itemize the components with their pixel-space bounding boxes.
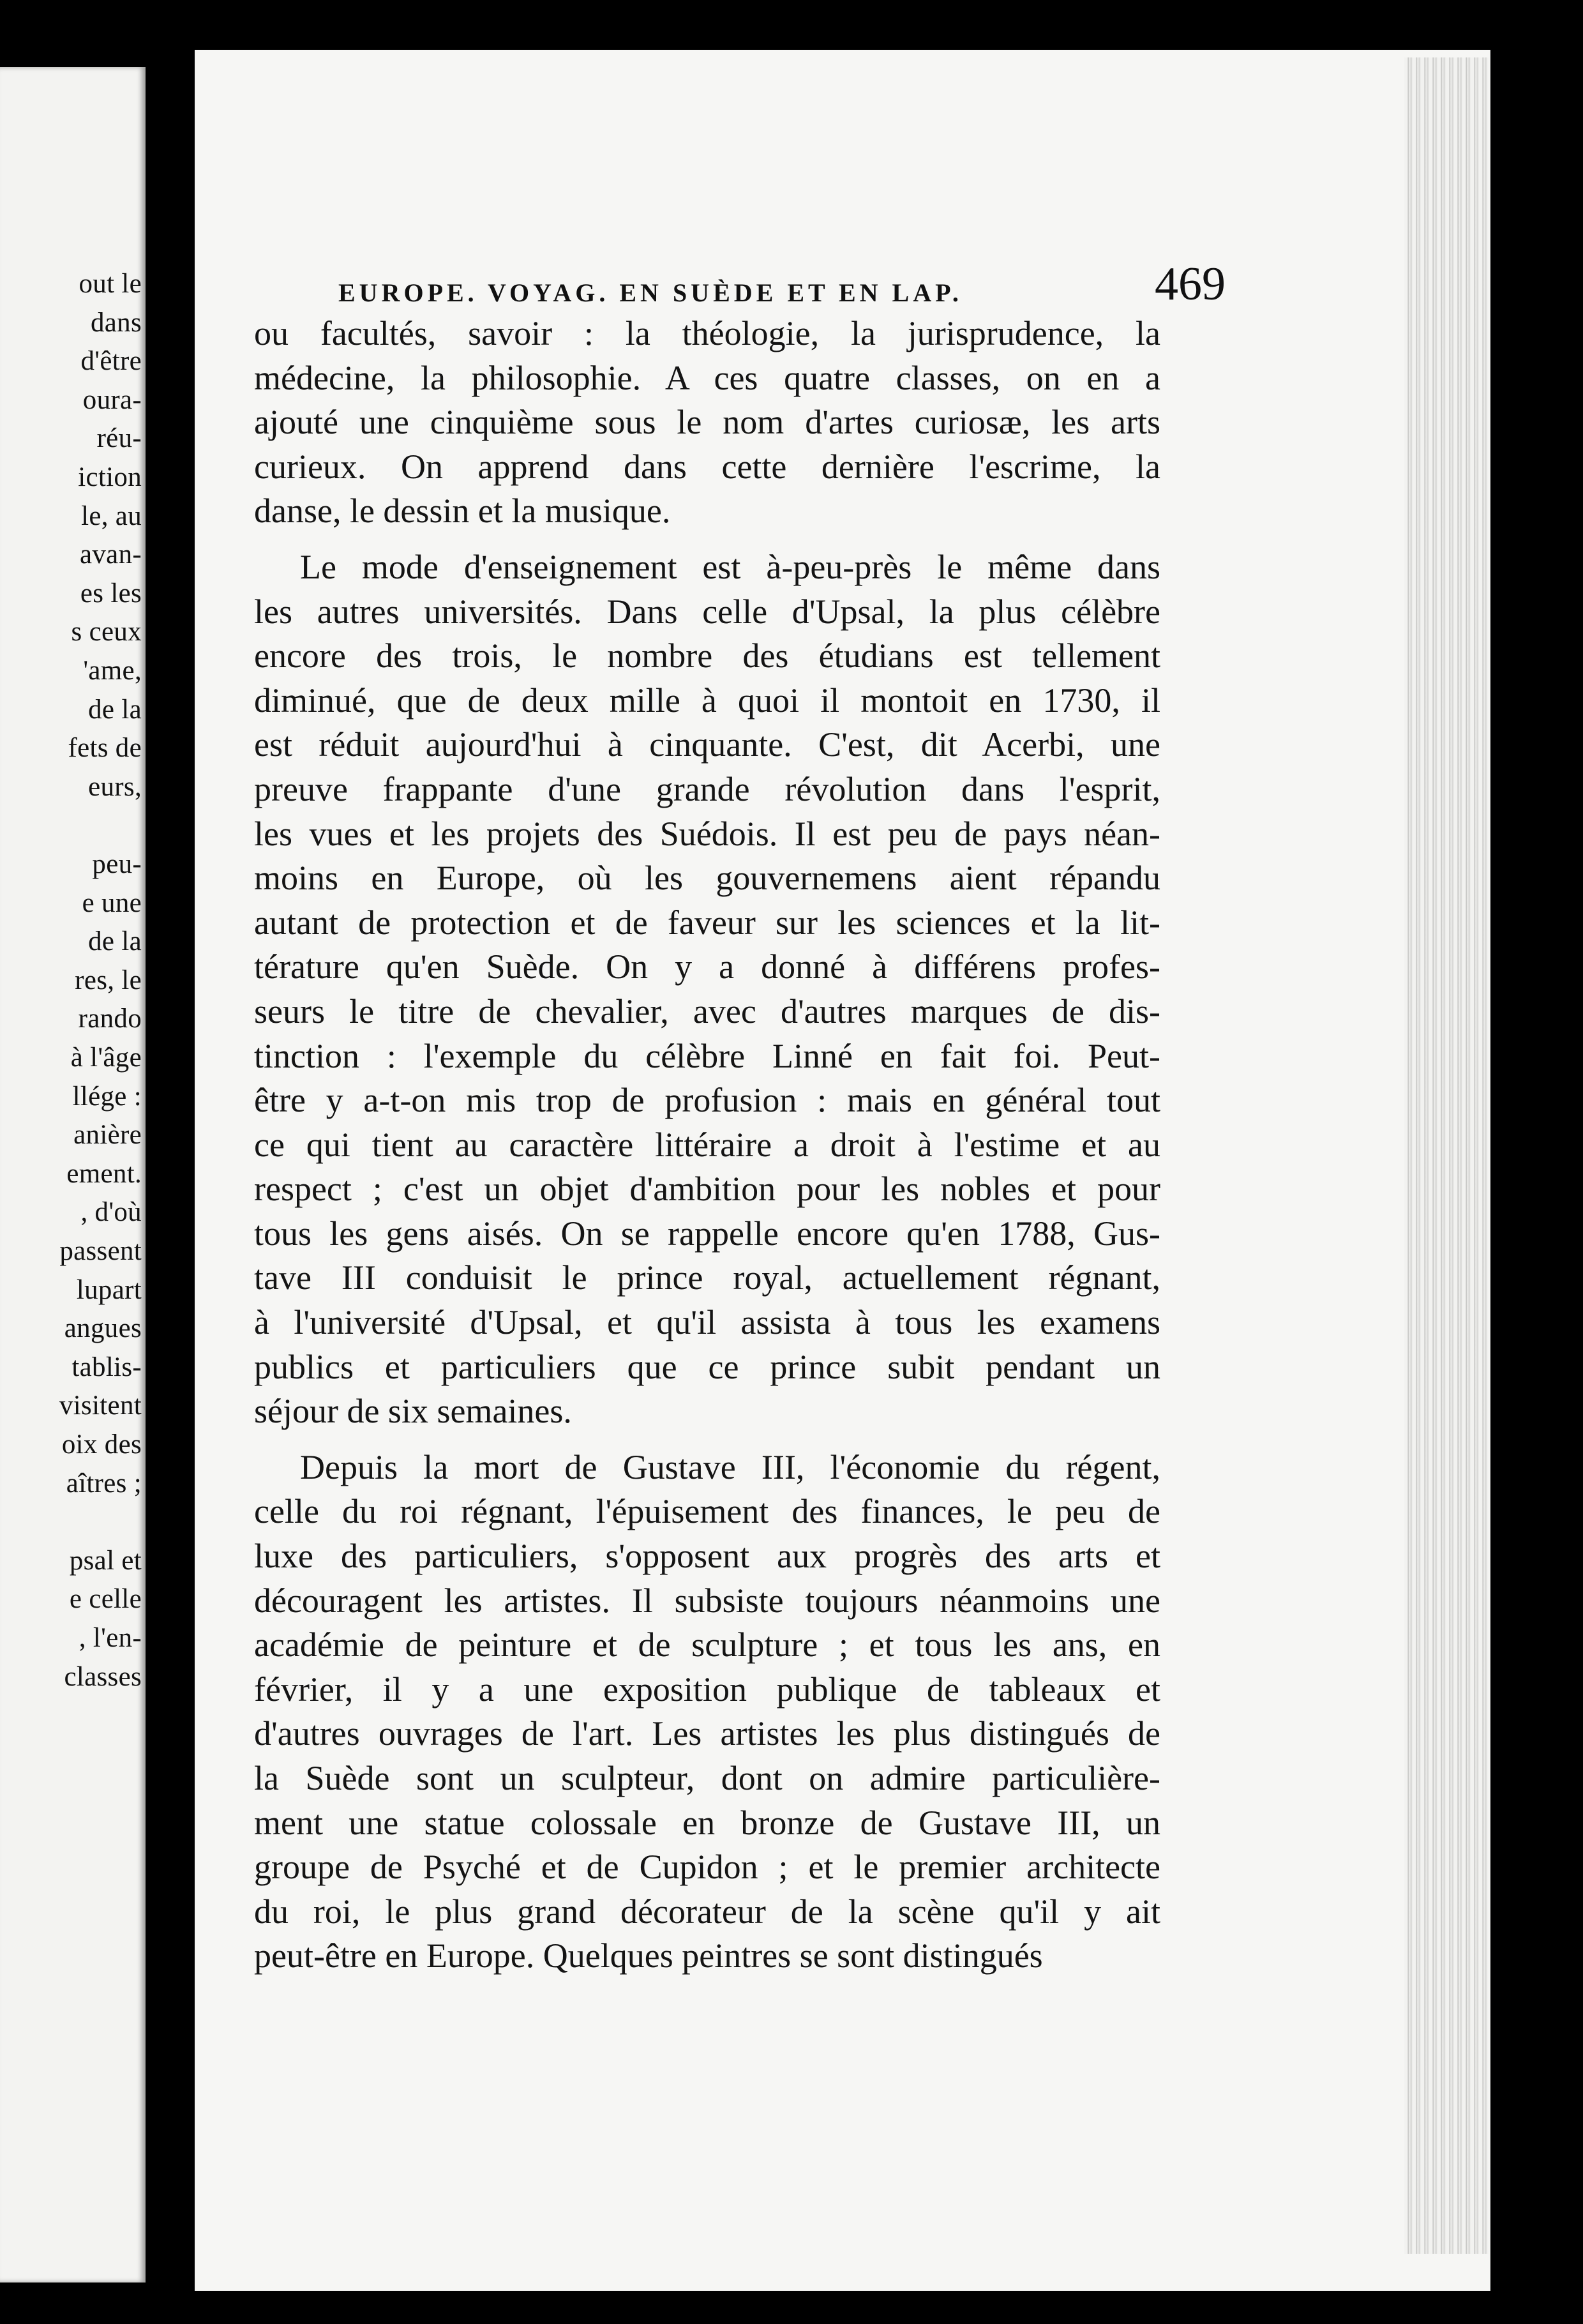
page-header xyxy=(338,250,1226,308)
text-line: être y a-t-on mis trop de profusion : mais en général tout xyxy=(254,1081,1160,1120)
text-line: celle du roi régnant, l'épuisement des finances, le peu de xyxy=(254,1492,1160,1531)
text-line: diminué, que de deux mille à quoi il montoit en 1730, il xyxy=(254,681,1160,720)
text-line: ment une statue colossale en bronze de Gustave III, un xyxy=(254,1803,1160,1842)
text-line: curieux. On apprend dans cette dernière l'escrime, la xyxy=(254,447,1160,486)
left-page-line-fragment: psal et xyxy=(69,1545,142,1576)
left-page-line-fragment: e celle xyxy=(69,1584,142,1615)
text-line: seurs le titre de chevalier, avec d'autres marques de dis- xyxy=(254,992,1160,1030)
paragraph-gap xyxy=(254,534,1160,545)
left-page-line-fragment: peu- xyxy=(92,849,142,879)
left-page-line-fragment: oix des xyxy=(61,1430,142,1460)
text-line: du roi, le plus grand décorateur de la scène qu'il y ait xyxy=(254,1892,1160,1931)
text-line: tinction : l'exemple du célèbre Linné en fait foi. Peut- xyxy=(254,1036,1160,1075)
body-text xyxy=(254,312,1160,1979)
left-page-line-fragment: passent xyxy=(59,1236,142,1266)
left-page-line-fragment: ement. xyxy=(66,1158,142,1189)
text-line: preuve frappante d'une grande révolution dans l'esprit, xyxy=(254,769,1160,808)
left-page-line-fragment: classes xyxy=(64,1661,142,1692)
left-page-line-fragment: dans xyxy=(90,307,142,338)
left-page-line-fragment: 'ame, xyxy=(83,656,142,686)
text-line: la Suède sont un sculpteur, dont on admire particulière- xyxy=(254,1759,1160,1797)
paragraph xyxy=(254,312,1160,534)
text-line: à l'université d'Upsal, et qu'il assista à tous les examens xyxy=(254,1303,1160,1342)
left-page-line-fragment: e une xyxy=(82,887,142,918)
left-page-line-fragment: s ceux xyxy=(71,617,142,647)
left-page-line-fragment: fets de xyxy=(68,733,142,764)
left-page-line-fragment: out le xyxy=(79,269,142,299)
left-page-line-fragment: avan- xyxy=(80,540,142,570)
left-page-line-fragment: , l'en- xyxy=(79,1623,142,1653)
paragraph-gap xyxy=(254,1434,1160,1445)
page-stack-edge xyxy=(1404,57,1489,2254)
text-line: les vues et les projets des Suédois. Il est peu de pays néan- xyxy=(254,814,1160,853)
text-line: tous les gens aisés. On se rappelle encore qu'en 1788, Gus- xyxy=(254,1214,1160,1253)
text-line: séjour de six semaines. xyxy=(254,1392,572,1431)
facing-page-left xyxy=(0,67,146,2282)
left-page-line-fragment: iction xyxy=(78,462,142,492)
text-line: ajouté une cinquième sous le nom d'artes curiosæ, les arts xyxy=(254,403,1160,442)
left-page-line-fragment: d'être xyxy=(80,346,142,377)
text-line: térature qu'en Suède. On y a donné à différens profes- xyxy=(254,947,1160,986)
text-line: encore des trois, le nombre des étudians est tellement xyxy=(254,637,1160,675)
left-page-line-fragment: anière xyxy=(73,1120,142,1151)
left-page-line-fragment: visitent xyxy=(59,1391,142,1421)
text-line: peut-être en Europe. Quelques peintres se sont distingués xyxy=(254,1936,1043,1975)
text-line: académie de peinture et de sculpture ; et tous les ans, en xyxy=(254,1626,1160,1664)
left-page-line-fragment: rando xyxy=(78,1004,142,1034)
left-page-line-fragment: lupart xyxy=(76,1274,142,1305)
left-page-line-fragment: réu- xyxy=(96,423,142,454)
left-page-line-fragment: oura- xyxy=(82,384,142,415)
text-line: est réduit aujourd'hui à cinquante. C'est, dit Acerbi, une xyxy=(254,725,1160,764)
running-head: EUROPE. VOYAG. EN SUÈDE ET EN LAP. xyxy=(338,278,963,307)
left-page-line-fragment: à l'âge xyxy=(70,1043,142,1073)
text-line: tave III conduisit le prince royal, actuellement régnant, xyxy=(254,1258,1160,1297)
text-line: ou facultés, savoir : la théologie, la jurisprudence, la xyxy=(254,314,1160,352)
text-line: les autres universités. Dans celle d'Upsal, la plus célèbre xyxy=(254,592,1160,631)
text-line: groupe de Psyché et de Cupidon ; et le premier architecte xyxy=(254,1848,1160,1887)
left-page-line-fragment: aîtres ; xyxy=(66,1468,142,1498)
paragraph xyxy=(254,1445,1160,1979)
text-line: respect ; c'est un objet d'ambition pour les nobles et pour xyxy=(254,1170,1160,1209)
paragraph xyxy=(254,545,1160,1434)
text-line: Depuis la mort de Gustave III, l'économie du régent, xyxy=(300,1447,1160,1486)
left-page-line-fragment: eurs, xyxy=(88,771,142,802)
text-line: d'autres ouvrages de l'art. Les artistes les plus distingués de xyxy=(254,1714,1160,1753)
text-line: ce qui tient au caractère littéraire a droit à l'estime et au xyxy=(254,1125,1160,1164)
text-line: danse, le dessin et la musique. xyxy=(254,492,671,531)
text-line: découragent les artistes. Il subsiste toujours néanmoins une xyxy=(254,1581,1160,1620)
left-page-line-fragment: , d'où xyxy=(80,1197,142,1228)
left-page-line-fragment: es les xyxy=(80,578,142,608)
text-line: autant de protection et de faveur sur les sciences et la lit- xyxy=(254,903,1160,942)
text-line: moins en Europe, où les gouvernemens aient répandu xyxy=(254,859,1160,898)
page-number: 469 xyxy=(1155,258,1226,310)
text-line: luxe des particuliers, s'opposent aux progrès des arts et xyxy=(254,1537,1160,1576)
left-page-line-fragment: de la xyxy=(88,926,142,957)
left-page-line-fragment: angues xyxy=(64,1313,142,1344)
left-page-line-fragment: le, au xyxy=(81,501,142,531)
text-line: Le mode d'enseignement est à-peu-près le même dans xyxy=(300,547,1160,586)
text-line: février, il y a une exposition publique de tableaux et xyxy=(254,1670,1160,1709)
left-page-line-fragment: de la xyxy=(88,694,142,725)
left-page-line-fragment: res, le xyxy=(75,965,142,995)
text-line: médecine, la philosophie. A ces quatre classes, on en a xyxy=(254,358,1160,397)
left-page-line-fragment: llége : xyxy=(72,1081,142,1112)
left-page-line-fragment: tablis- xyxy=(71,1352,142,1382)
text-line: publics et particuliers que ce prince subit pendant un xyxy=(254,1347,1160,1386)
